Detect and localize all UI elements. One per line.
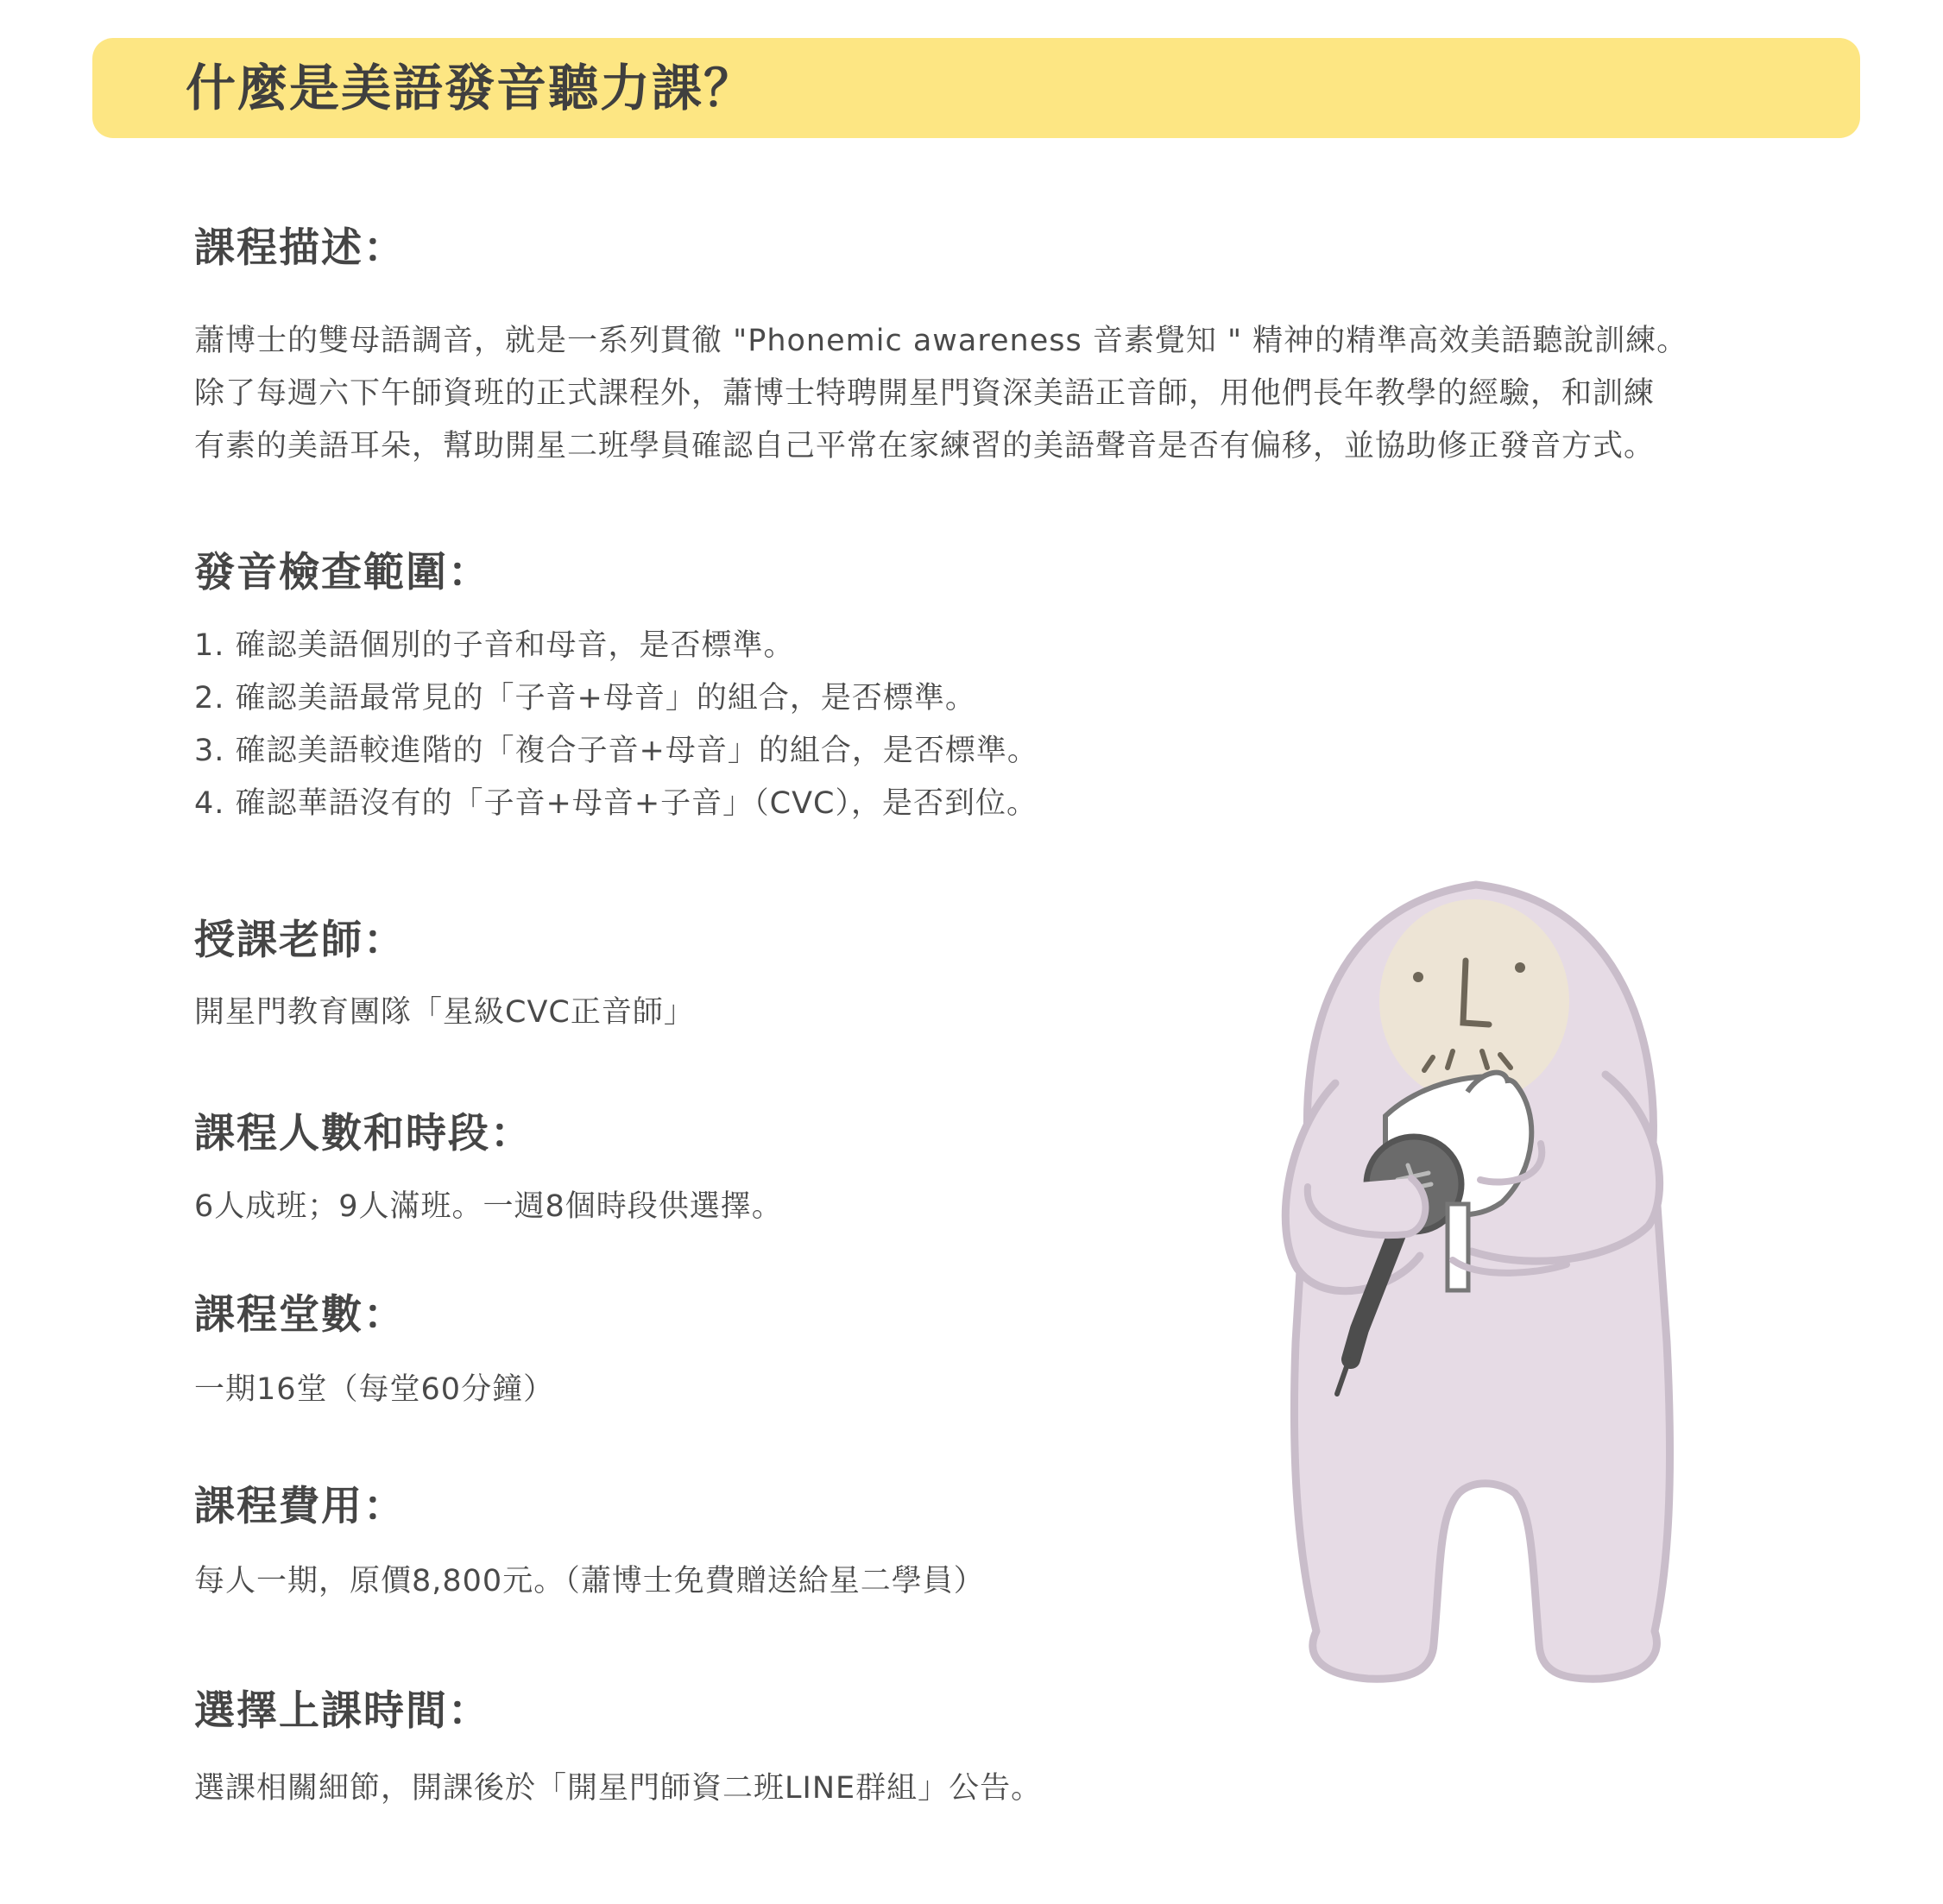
description-line-1: 蕭博士的雙母語調音，就是一系列貫徹 "Phonemic awareness 音素覺知 " 精神的精準高效美語聽說訓練。 [194, 324, 1688, 358]
right-eye [1515, 962, 1525, 973]
description-line-3: 有素的美語耳朵，幫助開星二班學員確認自己平常在家練習的美語聲音是否有偏移，並協助修正發音方式。 [194, 429, 1656, 463]
description-line-2: 除了每週六下午師資班的正式課程外，蕭博士特聘開星門資深美語正音師，用他們長年教學的經驗，和訓練 [194, 376, 1656, 411]
scope-heading: 發音檢查範圍： [194, 549, 490, 596]
list-item: 2. 確認美語最常見的「子音+母音」的組合，是否標準。 [194, 681, 976, 716]
fee-heading: 課程費用： [194, 1483, 406, 1530]
size-heading: 課程人數和時段： [194, 1110, 533, 1157]
schedule-heading: 選擇上課時間： [194, 1687, 490, 1735]
lessons-text: 一期16堂（每堂60分鐘） [194, 1372, 555, 1407]
list-item: 4. 確認華語沒有的「子音+母音+子音」（CVC），是否到位。 [194, 786, 1038, 821]
schedule-text: 選課相關細節，開課後於「開星門師資二班LINE群組」公告。 [194, 1771, 1043, 1806]
fee-text: 每人一期，原價8,800元。（蕭博士免費贈送給星二學員） [194, 1564, 985, 1598]
left-eye [1413, 972, 1423, 982]
description-heading: 課程描述： [194, 224, 406, 272]
mic-stand [1448, 1204, 1468, 1290]
face [1379, 899, 1569, 1103]
character-holding-microphone-icon [1256, 824, 1696, 1687]
size-text: 6人成班；9人滿班。一週8個時段供選擇。 [194, 1189, 783, 1224]
lessons-heading: 課程堂數： [194, 1291, 406, 1339]
title-banner [92, 38, 1860, 138]
teacher-heading: 授課老師： [194, 917, 406, 964]
page-title: 什麼是美語發音聽力課？ [186, 59, 756, 117]
scope-list [194, 620, 1038, 830]
list-item: 3. 確認美語較進階的「複合子音+母音」的組合，是否標準。 [194, 734, 1038, 768]
list-item: 1. 確認美語個別的子音和母音，是否標準。 [194, 628, 795, 663]
teacher-text: 開星門教育團隊「星級CVC正音師」 [194, 995, 695, 1030]
